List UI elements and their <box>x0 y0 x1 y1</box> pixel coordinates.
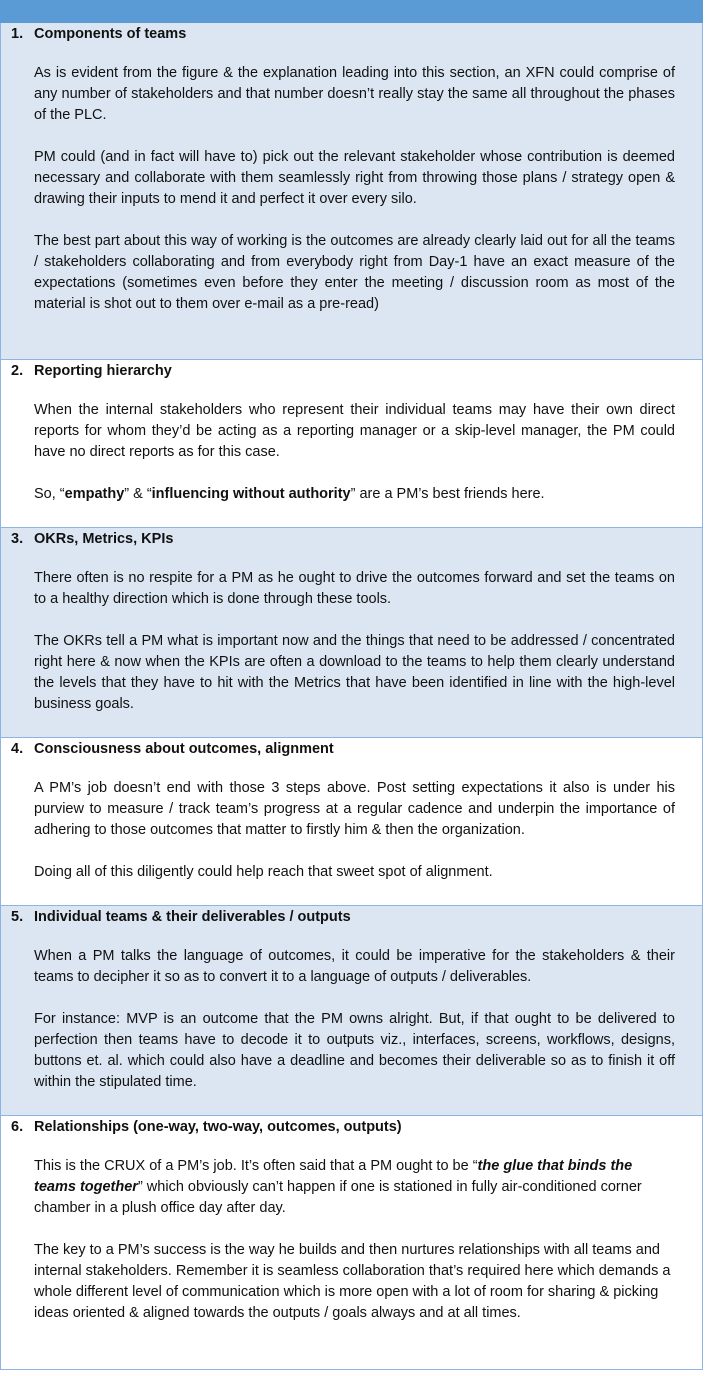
paragraph: As is evident from the figure & the explanation leading into this section, an XFN could comprise of any number of stakeholders and that number doesn’t really stay the same all throughout the phases of the PLC. <box>34 65 675 123</box>
section-number: 2. <box>11 363 24 379</box>
section-components-of-teams <box>0 23 703 360</box>
section-reporting-hierarchy <box>0 360 703 528</box>
section-number: 3. <box>11 531 24 547</box>
section-number: 4. <box>11 741 24 757</box>
section-heading <box>11 740 675 759</box>
paragraph: Doing all of this diligently could help reach that sweet spot of alignment. <box>34 864 493 880</box>
paragraph: When the internal stakeholders who represent their individual teams may have their own direct reports for whom they’d be acting as a reporting manager or a skip-level manager, the PM could have no direct reports as for this case. <box>34 402 675 460</box>
section-title: Relationships (one-way, two-way, outcomes, outputs) <box>34 1119 402 1135</box>
paragraph: There often is no respite for a PM as he ought to drive the outcomes forward and set the teams on to a healthy direction which is done through these tools. <box>34 570 675 607</box>
section-number: 6. <box>11 1119 24 1135</box>
section-heading <box>11 25 675 44</box>
paragraph: The key to a PM’s success is the way he builds and then nurtures relationships with all teams and internal stakeholders. Remember it is seamless collaboration that’s required here which demands a whole different level of communication which is more open with a lot of room for sharing & picking ideas oriented & aligned towards the outputs / goals always and at all times. <box>34 1242 671 1321</box>
paragraph: The OKRs tell a PM what is important now and the things that need to be addressed / concentrated right here & now when the KPIs are often a download to the teams to help them clearly understand the levels that they have to hit with the Metrics that have been identified in line with the high-level business goals. <box>34 633 675 712</box>
paragraph: The best part about this way of working is the outcomes are already clearly laid out for all the teams / stakeholders collaborating and from everybody right from Day-1 have an exact measure of the expectations (sometimes even before they enter the meeting / discussion room as most of the material is shot out to them over e-mail as a pre-read) <box>34 233 675 312</box>
section-title: Individual teams & their deliverables / outputs <box>34 909 351 925</box>
paragraph: A PM’s job doesn’t end with those 3 steps above. Post setting expectations it also is under his purview to measure / track team’s progress at a regular cadence and underpin the importance of adhering to those outcomes that matter to firstly him & then the organization. <box>34 780 675 838</box>
paragraph: PM could (and in fact will have to) pick out the relevant stakeholder whose contribution is deemed necessary and collaborate with them seamlessly right from throwing those plans / strategy open & drawing their inputs to mend it and perfect it over every silo. <box>34 149 675 207</box>
quote-suffix: ” are a PM’s best friends here. <box>350 486 545 502</box>
section-heading <box>11 908 675 927</box>
section-title: Components of teams <box>34 26 187 42</box>
intro-paragraph <box>34 1156 675 1219</box>
quote-prefix: So, “ <box>34 486 65 502</box>
paragraph: When a PM talks the language of outcomes, it could be imperative for the stakeholders & their teams to decipher it so as to convert it to a language of outputs / deliverables. <box>34 948 675 985</box>
section-consciousness-outcomes <box>0 738 703 906</box>
section-title: OKRs, Metrics, KPIs <box>34 531 174 547</box>
section-heading <box>11 530 675 549</box>
section-number: 5. <box>11 909 24 925</box>
glue-quote: the glue that binds the teams together <box>34 1158 633 1195</box>
section-individual-teams <box>0 906 703 1116</box>
section-heading <box>11 362 675 381</box>
term-influencing: influencing without authority <box>151 486 351 502</box>
section-relationships <box>0 1116 703 1370</box>
section-number: 1. <box>11 26 24 42</box>
section-title: Reporting hierarchy <box>34 363 172 379</box>
section-heading <box>11 1118 675 1137</box>
intro-prefix: This is the CRUX of a PM’s job. It’s often said that a PM ought to be “ <box>34 1158 478 1174</box>
intro-suffix: ” which obviously can’t happen if one is stationed in fully air-conditioned corner chamber in a plush office day after day. <box>34 1179 642 1216</box>
quote-paragraph <box>34 484 675 505</box>
section-okrs-metrics-kpis <box>0 528 703 738</box>
quote-mid: ” & “ <box>124 486 152 502</box>
section-title: Consciousness about outcomes, alignment <box>34 741 334 757</box>
paragraph: For instance: MVP is an outcome that the PM owns alright. But, if that ought to be delivered to perfection then teams have to decode it to outputs viz., interfaces, screens, workflows, designs, buttons et. al. which could also have a deadline and becomes their deliverable so as to finish it off within the stipulated time. <box>34 1011 675 1090</box>
table-header-bar <box>0 0 703 23</box>
term-empathy: empathy <box>64 486 125 502</box>
